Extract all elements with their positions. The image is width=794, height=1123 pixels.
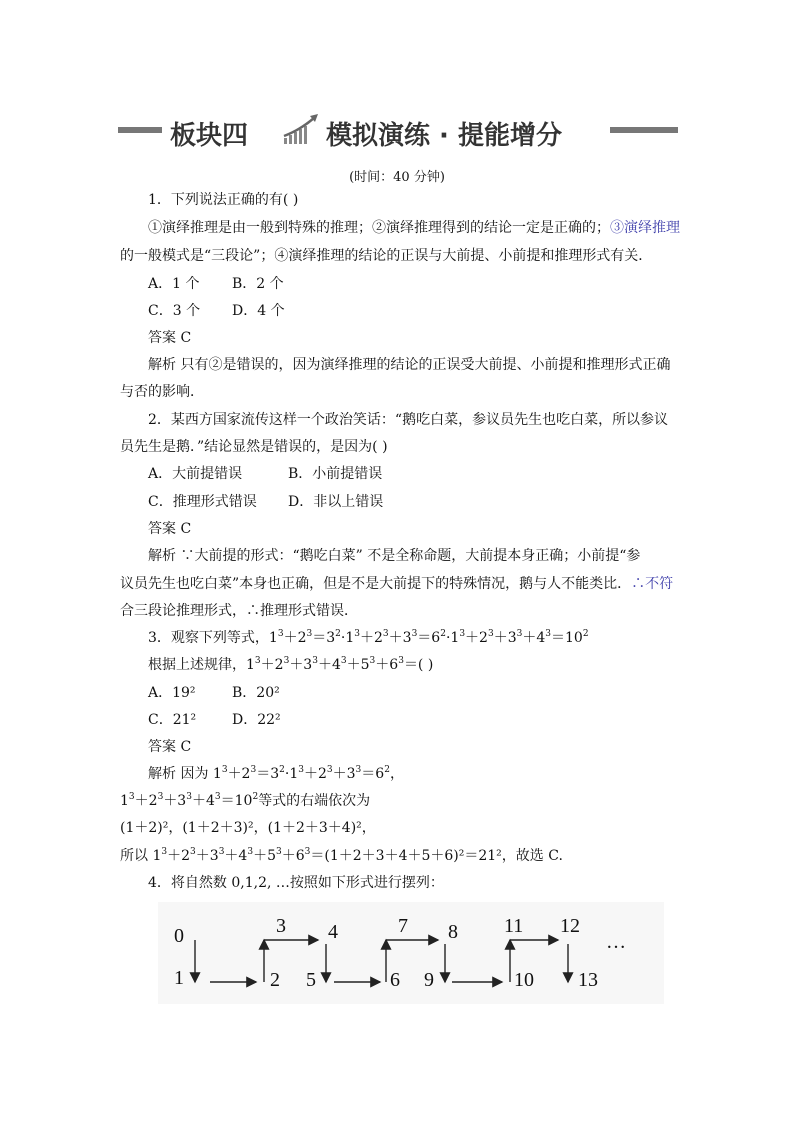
q1-options-row2	[148, 301, 285, 321]
fig-number-10: 10	[514, 969, 534, 991]
header-title-left: 板块四	[170, 121, 249, 151]
number-arrangement-figure	[158, 902, 664, 1004]
fig-number-4: 4	[328, 921, 338, 943]
q2-stem-line1: 2．某西方国家流传这样一个政治笑话：“鹅吃白菜，参议员先生也吃白菜，所以参议	[148, 412, 669, 428]
q2-analysis-line2: 议员先生也吃白菜”本身也正确，但是不是大前提下的特殊情况，鹅与人不能类比．∴不符	[120, 576, 674, 592]
q1-statement-line1: ①演绎推理是由一般到特殊的推理；②演绎推理得到的结论一定是正确的；③演绎推理	[148, 220, 680, 236]
q3-stem: 3．观察下列等式，$1^3+2^3=3^2\cdot 1^3+2^3+3^3=6^2\cdot 1^3+2^3+3^3+4^3=10^2$	[148, 629, 589, 646]
q1-options-row1	[148, 274, 284, 294]
q3-option-d: D．22²	[232, 712, 281, 728]
q1-option-d: D．4 个	[232, 303, 285, 319]
fig-number-5: 5	[306, 969, 316, 991]
q2-options-row1	[148, 464, 383, 484]
fig-number-13: 13	[578, 969, 598, 991]
fig-number-1: 1	[174, 967, 184, 989]
fig-number-7: 7	[398, 915, 408, 937]
q3-option-b: B．20²	[232, 685, 280, 701]
q3-option-a: A．19²	[148, 685, 196, 701]
q2-option-a: A．大前提错误	[148, 466, 243, 482]
fig-number-2: 2	[270, 969, 280, 991]
q2-option-b: B．小前提错误	[288, 466, 383, 482]
q3-answer: 答案 C	[148, 739, 192, 755]
fig-number-8: 8	[448, 921, 458, 943]
header-rule-left	[118, 127, 162, 133]
q1-option-a: A．1 个	[148, 276, 200, 292]
fig-number-9: 9	[424, 969, 434, 991]
q3-options-row2	[148, 710, 281, 730]
q3-analysis-line4: 所以 $1^3+2^3+3^3+4^3+5^3+6^3=(1+2+3+4+5+6)^2=21^2$，故选 C.	[120, 847, 563, 864]
q1-option-b: B．2 个	[232, 276, 284, 292]
fig-number-6: 6	[390, 969, 400, 991]
q1-option-c: C．3 个	[148, 303, 201, 319]
fig-number-3: 3	[276, 915, 286, 937]
arrangement-diagram	[158, 902, 664, 1004]
header-rule-right	[610, 127, 678, 133]
q3-analysis-line3: (1＋2)²，(1＋2＋3)²，(1＋2＋3＋4)²，	[120, 820, 376, 836]
q2-analysis-line3: 合三段论推理形式，∴推理形式错误．	[120, 603, 358, 619]
fig-number-12: 12	[560, 915, 580, 937]
q3-option-c: C．21²	[148, 712, 197, 728]
q2-option-d: D．非以上错误	[288, 494, 384, 510]
q3-options-row1	[148, 683, 280, 703]
growth-arrow-icon	[282, 112, 322, 146]
q2-answer: 答案 C	[148, 521, 192, 537]
q1-stem: 1．下列说法正确的有( )	[148, 192, 299, 208]
section-header	[118, 112, 678, 152]
q1-answer: 答案 C	[148, 330, 192, 346]
q2-stem-line2: 员先生是鹅．”结论显然是错误的，是因为( )	[120, 439, 388, 455]
q4-stem: 4．将自然数 0,1,2, …按照如下形式进行摆列：	[148, 875, 444, 891]
q3-analysis-line1: 解析 因为 $1^3+2^3=3^2\cdot 1^3+2^3+3^3=6^2$，	[148, 765, 404, 782]
q1-analysis-line2: 与否的影响．	[120, 384, 204, 400]
q2-options-row2	[148, 492, 384, 512]
time-limit: (时间：40 分钟)	[349, 170, 445, 185]
q2-option-c: C．推理形式错误	[148, 494, 257, 510]
q3-analysis-line2: $1^3+2^3+3^3+4^3=10^2$等式的右端依次为	[120, 792, 371, 809]
fig-number-11: 11	[504, 915, 524, 937]
q1-statement-line2: 的一般模式是“三段论”；④演绎推理的结论的正误与大前提、小前提和推理形式有关．	[120, 248, 653, 264]
fig-ellipsis: …	[606, 931, 626, 953]
header-title-right: 模拟演练 · 提能增分	[326, 121, 562, 151]
q1-analysis-line1: 解析 只有②是错误的，因为演绎推理的结论的正误受大前提、小前提和推理形式正确	[148, 357, 671, 373]
q2-analysis-line1: 解析 ∵大前提的形式：“鹅吃白菜” 不是全称命题，大前提本身正确；小前提“参	[148, 548, 641, 564]
q3-question: 根据上述规律，$1^3+2^3+3^3+4^3+5^3+6^3=$( )	[148, 656, 434, 673]
fig-number-0: 0	[174, 925, 184, 947]
